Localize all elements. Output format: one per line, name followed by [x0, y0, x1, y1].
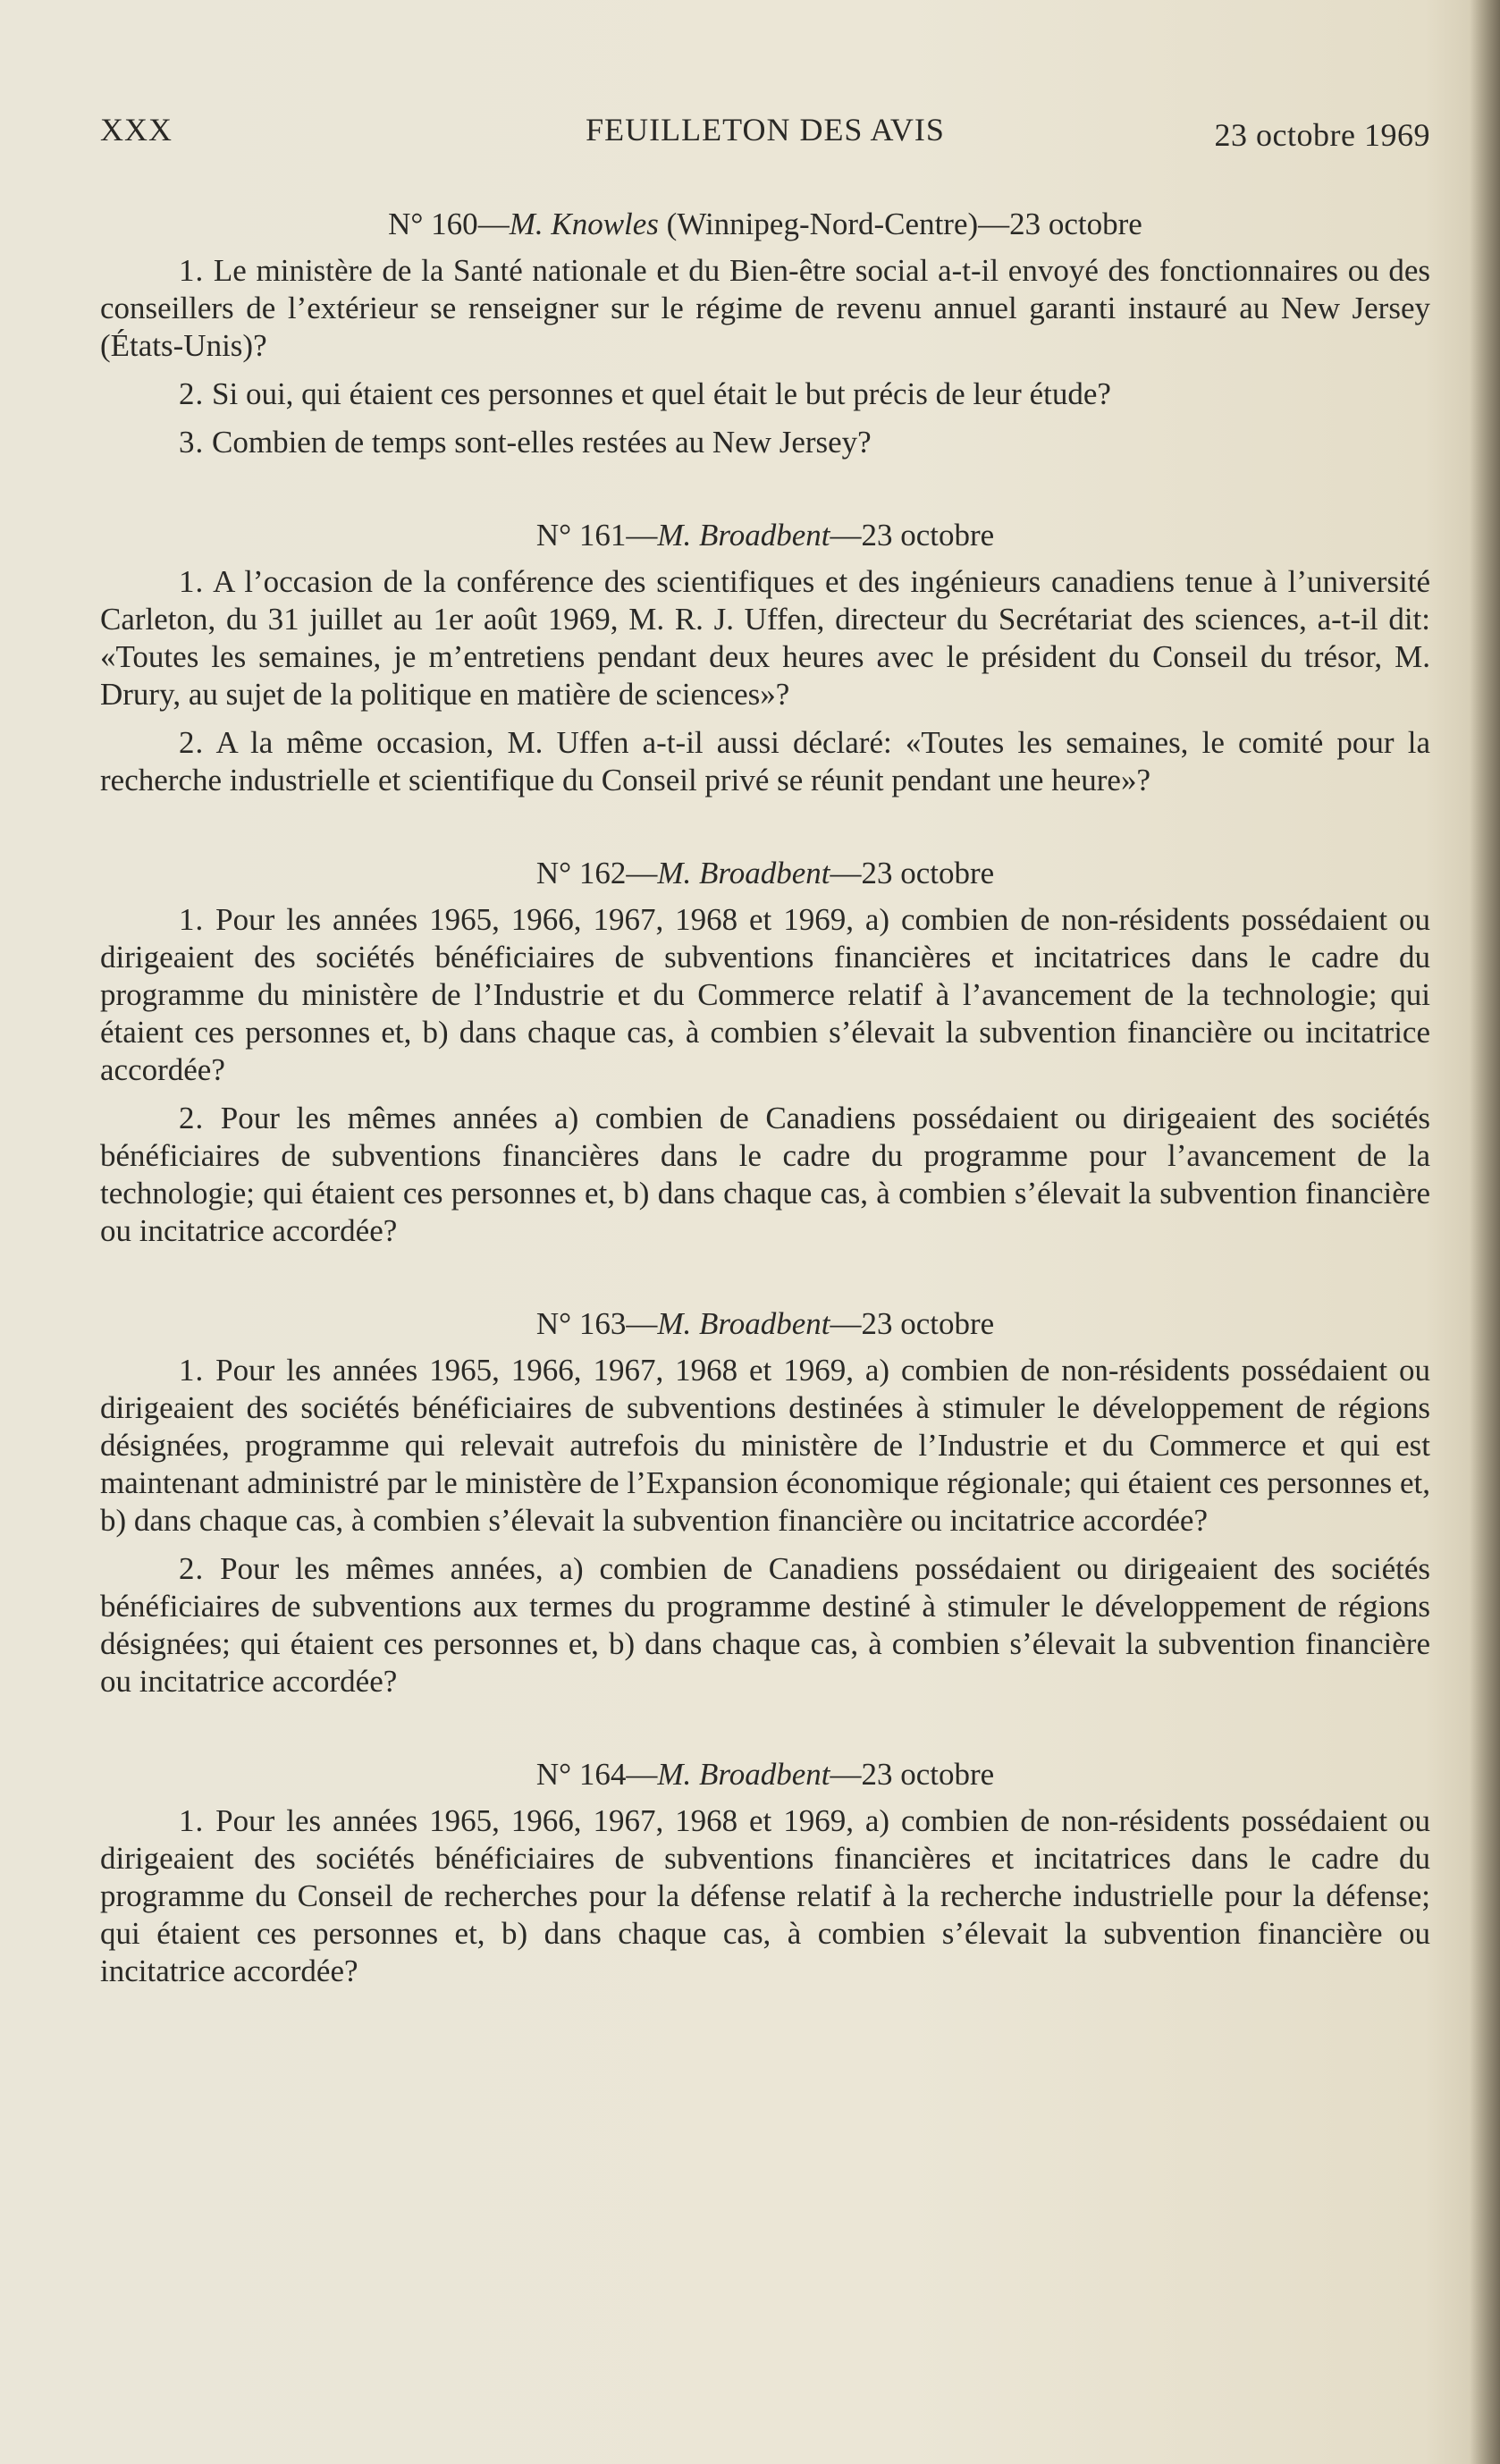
paragraph-number: 1.: [179, 1803, 205, 1838]
paragraph-number: 2.: [179, 1551, 205, 1586]
question-date: 23 octobre: [861, 518, 995, 553]
question-member: M. Broadbent: [657, 1306, 830, 1341]
paragraph-number: 1.: [179, 253, 205, 288]
binding-edge-shadow: [1470, 0, 1500, 2464]
question-paragraph: [100, 563, 1430, 713]
paragraph-text: Pour les années 1965, 1966, 1967, 1968 et 1969, a) combien de non-résidents possédaient ou dirigeaient des sociétés bénéficiaires de subventions financières et incitatrices dans le cadre du programme du ministère de l’Industrie et du Commerce relatif à l’avancement de la technologie; qui étaient ces personnes et, b) dans chaque cas, à combien s’élevait la subvention financière ou incitatrice accordée?: [100, 902, 1431, 1087]
paragraph-number: 2.: [179, 1101, 205, 1135]
question-paragraph: [100, 1550, 1430, 1700]
question-member: M. Broadbent: [657, 518, 830, 553]
question-heading: N° 163—M. Broadbent—23 octobre: [535, 1306, 995, 1341]
page-number: XXX: [100, 112, 173, 148]
paragraph-text: Pour les années 1965, 1966, 1967, 1968 et 1969, a) combien de non-résidents possédaient ou dirigeaient des sociétés bénéficiaires de subventions financières et incitatrices dans le cadre du programme du Conseil de recherches pour la défense relatif à la recherche industrielle pour la défense; qui étaient ces personnes et, b) dans chaque cas, à combien s’élevait la subvention financière ou incitatrice accordée?: [100, 1803, 1431, 1988]
paragraph-text: Si oui, qui étaient ces personnes et quel était le but précis de leur étude?: [212, 376, 1111, 411]
question-163: [100, 1305, 1430, 1700]
paragraph-text: Le ministère de la Santé nationale et du Bien-être social a-t-il envoyé des fonctionnaires ou des conseillers de l’extérieur se renseigner sur le régime de revenu annuel garanti instauré au New Jersey (États-Unis)?: [100, 253, 1431, 363]
question-member: M. Knowles: [509, 207, 659, 241]
paragraph-number: 1.: [179, 1353, 205, 1388]
question-number: N° 164: [535, 1757, 627, 1792]
question-paragraph: [100, 252, 1430, 365]
question-164: [100, 1756, 1430, 1990]
header-date: 23 octobre 1969: [1214, 117, 1430, 153]
paragraph-number: 1.: [179, 902, 205, 937]
question-paragraph: [100, 1100, 1430, 1250]
question-heading: N° 161—M. Broadbent—23 octobre: [535, 518, 995, 553]
paragraph-number: 2.: [179, 725, 205, 760]
question-member: M. Broadbent: [657, 1757, 830, 1792]
question-date: 23 octobre: [861, 1306, 995, 1341]
question-paragraph: [100, 376, 1430, 413]
question-paragraph: [100, 1802, 1430, 1990]
question-number: N° 162: [535, 856, 627, 890]
question-number: N° 161: [535, 518, 627, 553]
question-paragraph: [100, 724, 1430, 799]
paragraph-text: Combien de temps sont-elles restées au New Jersey?: [212, 425, 872, 460]
paragraph-number: 2.: [179, 376, 205, 411]
paragraph-text: Pour les années 1965, 1966, 1967, 1968 et 1969, a) combien de non-résidents possédaient ou dirigeaient des sociétés bénéficiaires de subventions destinées à stimuler le développement de régions désignées, programme qui relevait autrefois du ministère de l’Industrie et du Commerce et qui est maintenant administré par le ministère de l’Expansion économique régionale; qui étaient ces personnes et, b) dans chaque cas, à combien s’élevait la subvention financière ou incitatrice accordée?: [100, 1353, 1431, 1538]
question-160: [100, 206, 1430, 461]
paragraph-number: 1.: [179, 564, 205, 599]
paragraph-text: Pour les mêmes années, a) combien de Canadiens possédaient ou dirigeaient des sociétés bénéficiaires de subventions aux termes du programme destiné à stimuler le développement de régions désignées; qui étaient ces personnes et, b) dans chaque cas, à combien s’élevait la subvention financière ou incitatrice accordée?: [100, 1551, 1431, 1699]
question-heading: N° 162—M. Broadbent—23 octobre: [535, 856, 995, 890]
question-heading: N° 164—M. Broadbent—23 octobre: [535, 1757, 995, 1792]
journal-title: FEUILLETON DES AVIS: [586, 112, 945, 148]
question-date: 23 octobre: [1009, 207, 1142, 241]
question-date: 23 octobre: [861, 1757, 995, 1792]
question-date: 23 octobre: [861, 856, 995, 890]
page-header: [100, 111, 1430, 156]
question-162: [100, 855, 1430, 1250]
question-paragraph: [100, 424, 1430, 461]
question-member: M. Broadbent: [657, 856, 830, 890]
question-number: N° 163: [535, 1306, 627, 1341]
question-number: N° 160: [388, 207, 478, 241]
paragraph-text: A l’occasion de la conférence des scientifiques et des ingénieurs canadiens tenue à l’université Carleton, du 31 juillet au 1er août 1969, M. R. J. Uffen, directeur du Secrétariat des sciences, a-t-il dit: «Toutes les semaines, je m’entretiens pendant deux heures avec le président du Conseil du trésor, M. Drury, au sujet de la politique en matière de sciences»?: [100, 564, 1430, 712]
question-paragraph: [100, 1352, 1430, 1540]
question-161: [100, 517, 1430, 799]
question-paragraph: [100, 901, 1430, 1089]
questions-list: [100, 206, 1430, 2046]
paragraph-number: 3.: [179, 425, 205, 460]
question-riding: (Winnipeg-Nord-Centre): [666, 207, 979, 241]
paragraph-text: Pour les mêmes années a) combien de Canadiens possédaient ou dirigeaient des sociétés bénéficiaires de subventions financières dans le cadre du programme pour l’avancement de la technologie; qui étaient ces personnes et, b) dans chaque cas, à combien s’élevait la subvention financière ou incitatrice accordée?: [100, 1101, 1431, 1248]
question-heading: N° 160—M. Knowles (Winnipeg-Nord-Centre)—23 octobre: [388, 207, 1142, 241]
paragraph-text: A la même occasion, M. Uffen a-t-il aussi déclaré: «Toutes les semaines, le comité pour la recherche industrielle et scientifique du Conseil privé se réunit pendant une heure»?: [100, 725, 1430, 797]
